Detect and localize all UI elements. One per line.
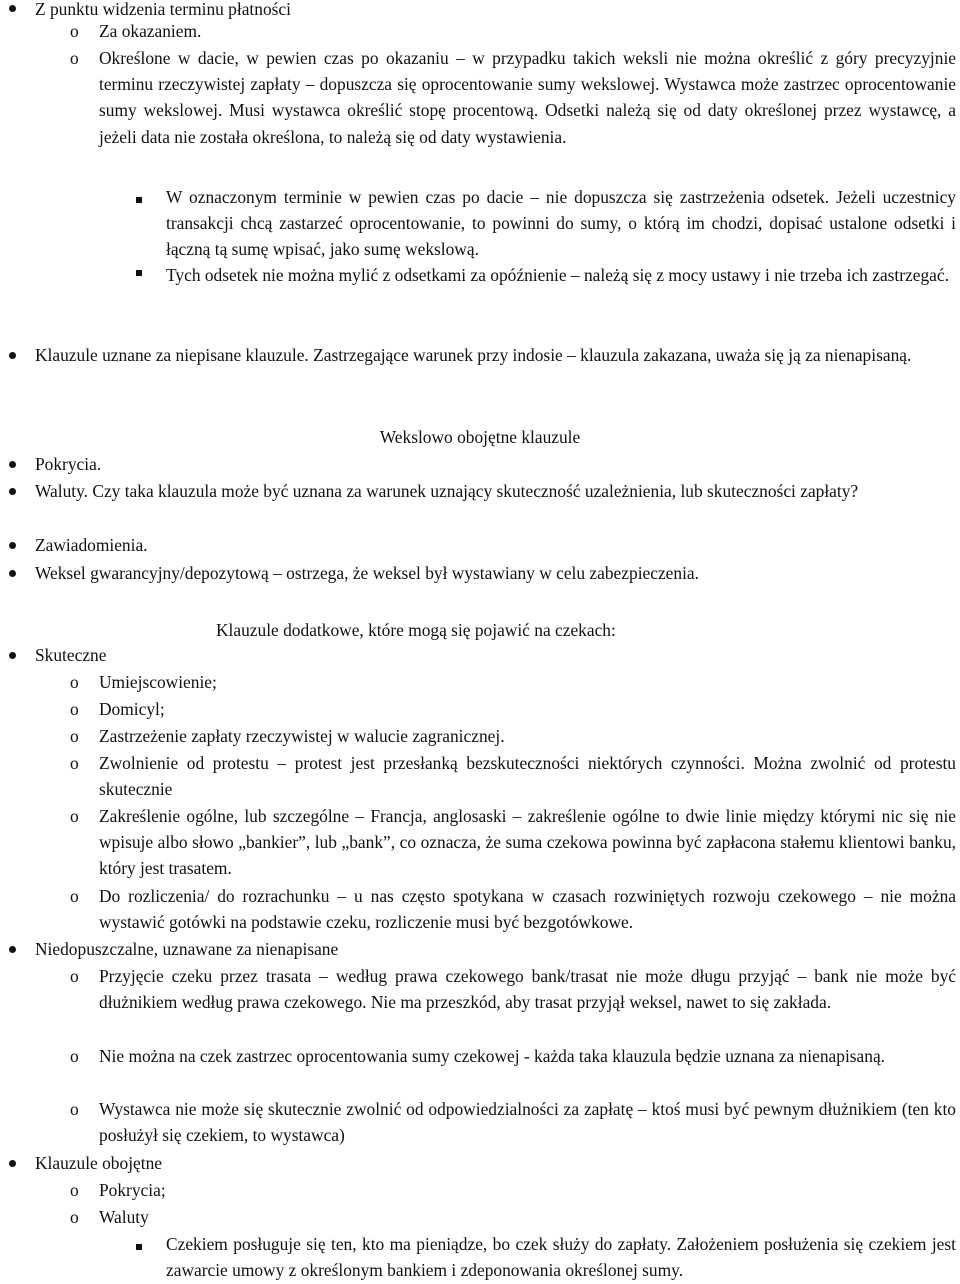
heading-text: Klauzule dodatkowe, które mogą się pojawić na czekach: — [216, 620, 616, 640]
bullet-square-icon — [136, 1244, 142, 1250]
bullet-circle-icon: o — [70, 806, 79, 826]
bullet-circle-icon: o — [70, 726, 79, 746]
list-item: Nie można na czek zastrzec oprocentowania sumy czekowej - każda taka klauzula będzie uznana za nienapisaną. — [99, 1046, 886, 1066]
list-item: Waluty. Czy taka klauzula może być uznana za warunek uznający skuteczność uzależnienia, lub skuteczności zapłaty? — [35, 481, 859, 501]
bullet-circle-icon: o — [70, 699, 79, 719]
list-item: Do rozliczenia/ do rozrachunku – u nas często spotykana w czasach rozwiniętych rozwoju czekowego – nie można wystawić gotówki na podstawie czeku, rozliczenie musi być bezgotówkowe. — [99, 886, 956, 933]
bullet-dot-icon — [9, 461, 16, 468]
bullet-dot-icon — [9, 1160, 16, 1167]
section-heading: Wekslowo obojętne klauzule — [379, 427, 581, 447]
bullet-dot-icon — [9, 946, 16, 953]
list-item: Z punktu widzenia terminu płatności — [35, 0, 291, 19]
bullet-square-icon — [136, 270, 142, 276]
paragraph-text: Określone w dacie, w pewien czas po okazaniu – w przypadku takich weksli nie można określić z góry precyzyjnie terminu rzeczywistej zapłaty – dopuszcza się oprocentowanie sumy wekslowej. Wystawca może zastrzec oprocentowanie sumy wekslowej. Musi wystawca określić stopę procentową. Odsetki należą się od daty określonej przez wystawcę, a jeżeli data nie została określona, to należą się od daty wystawienia. — [99, 48, 956, 147]
bullet-circle-icon: o — [70, 886, 79, 906]
bullet-dot-icon — [9, 652, 16, 659]
bullet-circle-icon: o — [70, 48, 79, 68]
list-item: Tych odsetek nie można mylić z odsetkami za opóźnienie – należą się z mocy ustawy i nie trzeba ich zastrzegać. — [166, 265, 949, 285]
bullet-circle-icon: o — [70, 1207, 79, 1227]
list-item: Domicyl; — [99, 699, 165, 719]
bullet-dot-icon — [9, 570, 16, 577]
bullet-circle-icon: o — [70, 753, 79, 773]
list-item: Waluty — [99, 1207, 149, 1227]
list-item: Weksel gwarancyjny/depozytową – ostrzega, że weksel był wystawiany w celu zabezpieczenia. — [35, 563, 699, 583]
bullet-dot-icon — [9, 352, 16, 359]
list-item: Pokrycia; — [99, 1180, 166, 1200]
bullet-circle-icon: o — [70, 1046, 79, 1066]
list-item: Przyjęcie czeku przez trasata – według prawa czekowego bank/trasat nie może długu przyjąć – bank nie może być dłużnikiem według prawa czekowego. Nie ma przeszkód, aby trasat przyjął weksel, nawet to się zakłada. — [99, 966, 956, 1013]
list-item: Zwolnienie od protestu – protest jest przesłanką bezskuteczności niektórych czynności. Można zwolnić od protestu skutecznie — [99, 753, 956, 800]
bullet-dot-icon — [9, 5, 16, 12]
list-item: Klauzule obojętne — [35, 1153, 162, 1173]
list-item: Pokrycia. — [35, 454, 102, 474]
list-item: Czekiem posługuje się ten, kto ma pieniądze, bo czek służy do zapłaty. Założeniem posłużenia się czekiem jest zawarcie umowy z określonym bankiem i zdeponowania określonej sumy. — [166, 1234, 956, 1281]
list-item: Za okazaniem. — [99, 21, 202, 41]
list-item: Klauzule uznane za niepisane klauzule. Zastrzegające warunek przy indosie – klauzula zakazana, uważa się ją za nienapisaną. — [35, 345, 912, 365]
list-item: W oznaczonym terminie w pewien czas po dacie – nie dopuszcza się zastrzeżenia odsetek. Jeżeli uczestnicy transakcji chcą zastarzeć oprocentowanie, to powinni do sumy, o którą im chodzi, dopisać ustalone odsetki i łączną tą sumę wpisać, jako sumę wekslową. — [166, 187, 956, 260]
bullet-circle-icon: o — [70, 1180, 79, 1200]
list-item: Wystawca nie może się skutecznie zwolnić od odpowiedzialności za zapłatę – ktoś musi być pewnym dłużnikiem (ten kto posłużył się czekiem, to wystawca) — [99, 1099, 956, 1146]
list-item: Zastrzeżenie zapłaty rzeczywistej w walucie zagranicznej. — [99, 726, 505, 746]
bullet-circle-icon: o — [70, 1099, 79, 1119]
bullet-dot-icon — [9, 488, 16, 495]
bullet-circle-icon: o — [70, 966, 79, 986]
list-item: Umiejscowienie; — [99, 672, 217, 692]
bullet-square-icon — [136, 197, 142, 203]
list-item: Zawiadomienia. — [35, 535, 148, 555]
list-item: Zakreślenie ogólne, lub szczególne – Francja, anglosaski – zakreślenie ogólne to dwie linie między którymi nic się nie wpisuje albo słowo „bankier”, lub „bank”, co oznacza, że suma czekowa powinna być zapłacona stałemu klientowi banku, który jest trasatem. — [99, 806, 956, 879]
bullet-dot-icon — [9, 542, 16, 549]
list-item: Niedopuszczalne, uznawane za nienapisane — [35, 939, 339, 959]
bullet-circle-icon: o — [70, 672, 79, 692]
bullet-circle-icon: o — [70, 21, 79, 41]
list-item: Skuteczne — [35, 645, 107, 665]
